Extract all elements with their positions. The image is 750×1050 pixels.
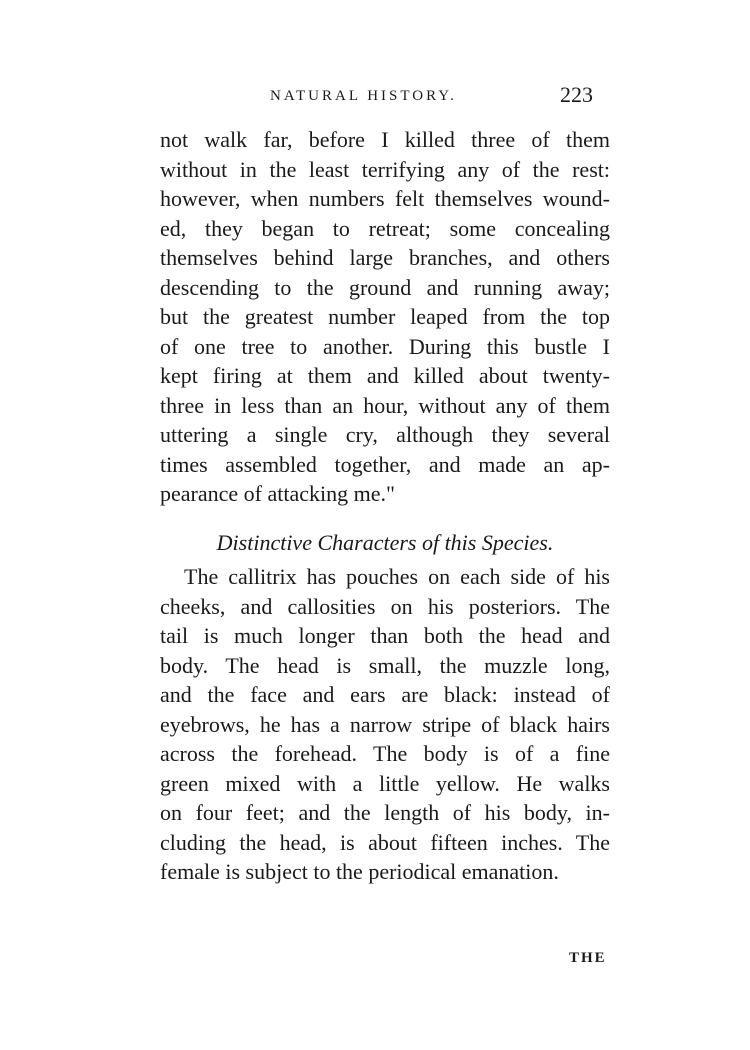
text-line: cluding the head, is about fifteen inches. The xyxy=(160,829,610,855)
text-line: eyebrows, he has a narrow stripe of black hairs xyxy=(160,711,610,737)
text-line: body. The head is small, the muzzle long, xyxy=(160,652,610,678)
text-line: descending to the ground and running away; xyxy=(160,274,610,300)
text-line: without in the least terrifying any of the rest: xyxy=(160,156,610,182)
text-line: times assembled together, and made an ap- xyxy=(160,451,610,477)
text-line: but the greatest number leaped from the top xyxy=(160,304,610,329)
text-line: The callitrix has pouches on each side of his xyxy=(184,564,610,589)
text-line: pearance of attacking me." xyxy=(160,481,395,506)
text-line: themselves behind large branches, and others xyxy=(160,245,610,270)
text-line: not walk far, before I killed three of them xyxy=(160,127,610,152)
paragraph-species-description xyxy=(160,562,610,887)
text-line: across the forehead. The body is of a fine xyxy=(160,741,610,766)
text-line: cheeks, and callosities on his posteriors. The xyxy=(160,593,610,619)
text-line: of one tree to another. During this bustle I xyxy=(160,333,610,359)
section-heading: Distinctive Characters of this Species. xyxy=(216,530,554,555)
catchword: THE xyxy=(569,950,607,966)
text-line: ed, they began to retreat; some concealing xyxy=(160,215,610,241)
text-line: three in less than an hour, without any of them xyxy=(160,392,610,418)
running-head: NATURAL HISTORY. xyxy=(270,88,457,104)
text-line: uttering a single cry, although they several xyxy=(160,422,610,447)
text-line: kept firing at them and killed about twenty- xyxy=(160,363,610,388)
text-line: on four feet; and the length of his body, in- xyxy=(160,800,610,825)
paragraph-continued xyxy=(160,125,610,509)
text-line: green mixed with a little yellow. He walks xyxy=(160,770,610,796)
page-number: 223 xyxy=(560,82,593,107)
text-line: tail is much longer than both the head and xyxy=(160,623,610,648)
text-line: female is subject to the periodical emanation. xyxy=(160,859,559,884)
text-line: and the face and ears are black: instead of xyxy=(160,682,610,707)
text-line: however, when numbers felt themselves wound- xyxy=(160,186,610,211)
